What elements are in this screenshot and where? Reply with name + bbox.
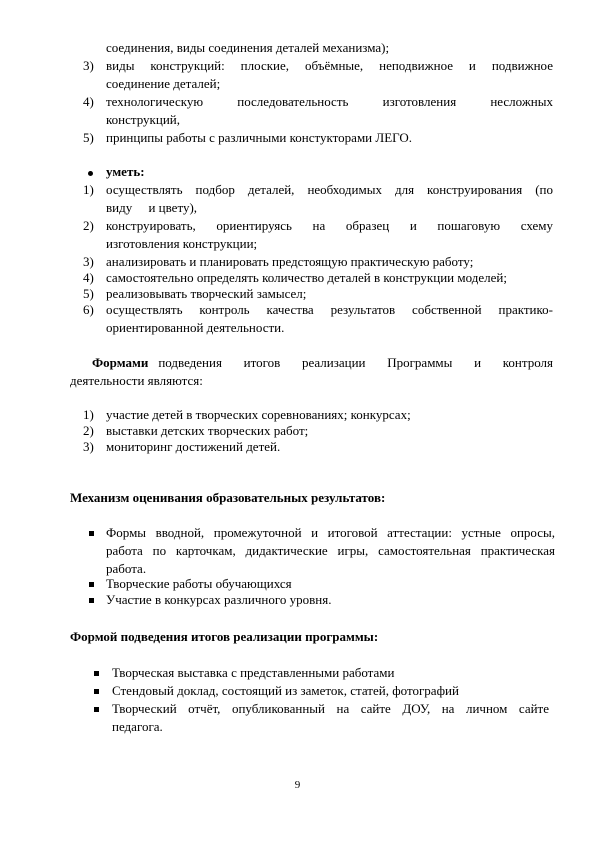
list-item-text: принципы работы с различными констукторами ЛЕГО. bbox=[106, 130, 412, 145]
list-item-text: участие детей в творческих соревнованиях; конкурсах; bbox=[106, 407, 411, 422]
list-number: 2) bbox=[83, 423, 94, 438]
list-item-text: соединение деталей; bbox=[106, 76, 221, 91]
list-item-text: работа по карточкам, дидактические игры, самостоятельная практическая bbox=[106, 543, 555, 558]
list-item-text: выставки детских творческих работ; bbox=[106, 423, 309, 438]
skills-heading: уметь: bbox=[106, 164, 145, 179]
list-number: 3) bbox=[83, 439, 94, 454]
square-bullet-icon bbox=[89, 531, 94, 536]
list-item-text: ориентированной деятельности. bbox=[106, 320, 285, 335]
square-bullet-icon bbox=[94, 689, 99, 694]
list-item-text: педагога. bbox=[112, 719, 163, 734]
list-number: 6) bbox=[83, 302, 94, 317]
square-bullet-icon bbox=[89, 582, 94, 587]
list-item-text: мониторинг достижений детей. bbox=[106, 439, 281, 454]
list-item-text: осуществлять подбор деталей, необходимых для конструирования (по bbox=[106, 182, 553, 197]
list-number: 3) bbox=[83, 58, 94, 73]
forms-intro-bold: Формами bbox=[92, 355, 149, 370]
list-item-text: Творческие работы обучающихся bbox=[106, 576, 292, 591]
square-bullet-icon bbox=[94, 671, 99, 676]
mechanism-heading: Механизм оценивания образовательных результатов: bbox=[70, 490, 386, 505]
list-item-text: Творческий отчёт, опубликованный на сайте ДОУ, на личном сайте bbox=[112, 701, 549, 716]
list-item-text: осуществлять контроль качества результатов собственной практико- bbox=[106, 302, 553, 317]
square-bullet-icon bbox=[89, 598, 94, 603]
list-number: 1) bbox=[83, 407, 94, 422]
list-number: 2) bbox=[83, 218, 94, 233]
list-number: 1) bbox=[83, 182, 94, 197]
list-item-text: конструировать, ориентируясь на образец и пошаговую схему bbox=[106, 218, 553, 233]
list-number: 4) bbox=[83, 270, 94, 285]
list-item-continuation: соединения, виды соединения деталей механизма); bbox=[106, 40, 390, 55]
list-item-text: анализировать и планировать предстоящую практическую работу; bbox=[106, 254, 474, 269]
list-item-text: Стендовый доклад, состоящий из заметок, статей, фотографий bbox=[112, 683, 459, 698]
list-item-text: Творческая выставка с представленными работами bbox=[112, 665, 395, 680]
square-bullet-icon bbox=[94, 707, 99, 712]
forms-intro-line2: деятельности являются: bbox=[70, 373, 203, 388]
forms-intro-rest: подведения итогов реализации Программы и контроля bbox=[158, 355, 553, 370]
list-item-text: Участие в конкурсах различного уровня. bbox=[106, 592, 332, 607]
list-item-text: технологическую последовательность изготовления несложных bbox=[106, 94, 553, 109]
list-number: 5) bbox=[83, 130, 94, 145]
bullet-icon bbox=[88, 171, 93, 176]
forms-intro bbox=[92, 355, 553, 371]
summary-heading: Формой подведения итогов реализации программы: bbox=[70, 629, 379, 644]
list-item-text: работа. bbox=[106, 561, 147, 576]
list-number: 5) bbox=[83, 286, 94, 301]
list-item-text: виды конструкций: плоские, объёмные, неподвижное и подвижное bbox=[106, 58, 553, 73]
page-number: 9 bbox=[294, 779, 301, 791]
list-item-text: самостоятельно определять количество деталей в конструкции моделей; bbox=[106, 270, 507, 285]
list-item-text: реализовывать творческий замысел; bbox=[106, 286, 307, 301]
list-item-text: изготовления конструкции; bbox=[106, 236, 258, 251]
list-number: 3) bbox=[83, 254, 94, 269]
list-number: 4) bbox=[83, 94, 94, 109]
list-item-text: виду и цвету), bbox=[106, 200, 198, 215]
list-item-text: Формы вводной, промежуточной и итоговой аттестации: устные опросы, bbox=[106, 525, 555, 540]
list-item-text: конструкций, bbox=[106, 112, 180, 127]
